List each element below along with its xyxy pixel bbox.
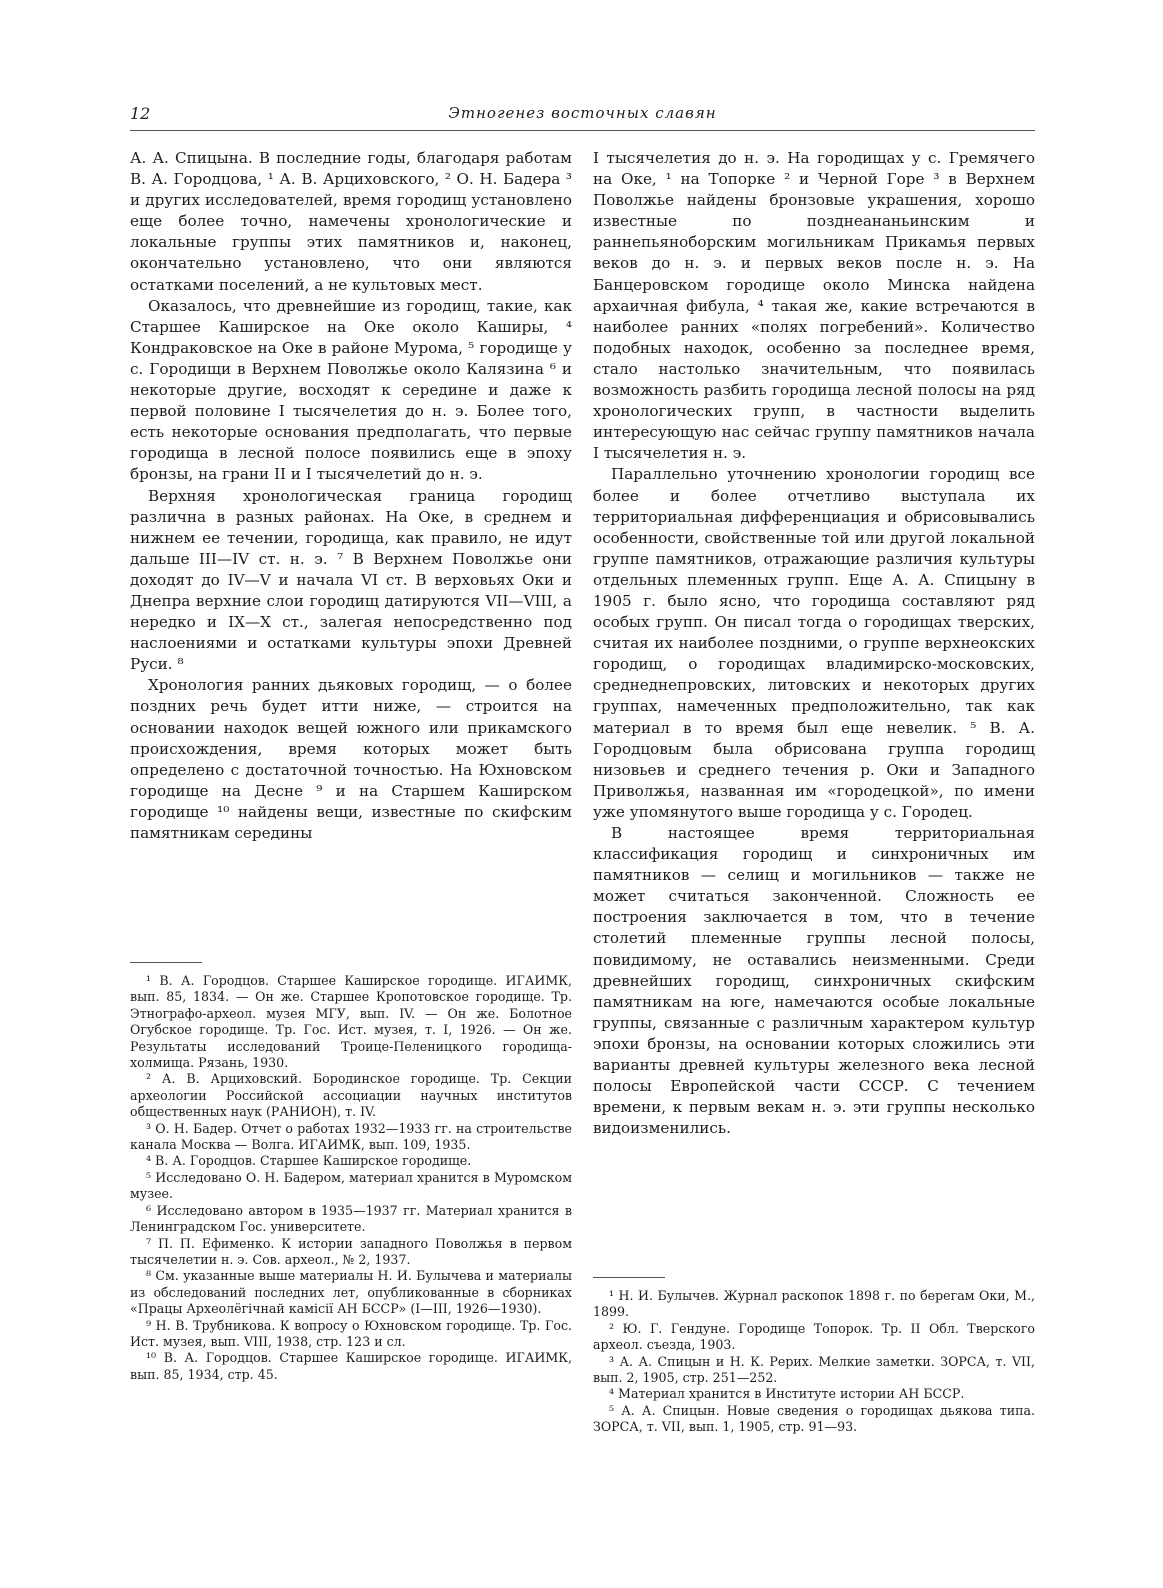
footnote: ² А. В. Арциховский. Бородинское городище. Тр. Секции археологии Российской ассоциации научных институтов общественных наук (РАНИОН), т. IV. [130,1071,572,1120]
body-paragraph: I тысячелетия до н. э. На городищах у с. Гремячего на Оке, ¹ на Топорке ² и Черной Горе ³ в Верхнем Поволжье найдены бронзовые украшения, хорошо известные по позднеананьинским и раннепьяноборским могильникам Прикамья первых веков до н. э. и первых веков после н. э. На Банцеровском городище около Минска найдена архаичная фибула, ⁴ такая же, какие встречаются в наиболее ранних «полях погребений». Количество подобных находок, особенно за последнее время, стало настолько значительным, что появилась возможность разбить городища лесной полосы на ряд хронологических групп, в частности выделить интересующую нас сейчас группу памятников начала I тысячелетия н. э. [593,149,1035,463]
footnote-rule [130,962,202,963]
body-paragraph: А. А. Спицына. В последние годы, благодаря работам В. А. Городцова, ¹ А. В. Арциховского, ² О. Н. Бадера ³ и других исследователей, время городищ установлено еще более точно, намечены хронологические и локальные группы этих памятников и, наконец, окончательно установлено, что они являются остатками поселений, а не культовых мест. [130,149,572,294]
body-paragraph: Хронология ранних дьяковых городищ, — о более поздних речь будет итти ниже, — строится на основании находок вещей южного или прикамского происхождения, время которых может быть определено с достаточной точностью. На Юхновском городище на Десне ⁹ и на Старшем Каширском городище ¹⁰ найдены вещи, известные по скифским памятникам середины [130,676,572,842]
footnote: ⁴ Материал хранится в Институте истории АН БССР. [609,1386,965,1402]
page-header [130,104,1035,131]
footnote: ⁵ А. А. Спицын. Новые сведения о городищах дьякова типа. ЗОРСА, т. VII, вып. 1, 1905, стр. 91—93. [593,1402,1035,1435]
body-paragraph: Оказалось, что древнейшие из городищ, такие, как Старшее Каширское на Оке около Каширы, ⁴ Кондраковское на Оке в районе Мурома, ⁵ городище у с. Городищи в Верхнем Поволжье около Калязина ⁶ и некоторые другие, восходят к середине и даже к первой половине I тысячелетия до н. э. Более того, есть некоторые основания предполагать, что первые городища в лесной полосе появились еще в эпоху бронзы, на грани II и I тысячелетий до н. э. [130,296,572,484]
footnote: ¹⁰ В. А. Городцов. Старшее Каширское городище. ИГАИМК, вып. 85, 1934, стр. 45. [130,1350,572,1382]
running-title: Этногенез восточных славян [448,104,717,122]
footnote: ² Ю. Г. Гендуне. Городище Топорок. Тр. II Обл. Тверского археол. съезда, 1903. [593,1320,1035,1353]
footnote: ⁴ В. А. Городцов. Старшее Каширское городище. [146,1153,472,1169]
page-number: 12 [130,104,151,123]
left-column [130,148,572,844]
footnotes-right [593,1277,1035,1436]
right-column [593,148,1035,1139]
footnote: ⁹ Н. В. Трубникова. К вопросу о Юхновском городище. Тр. Гос. Ист. музея, вып. VIII, 1938, стр. 123 и сл. [130,1317,572,1349]
footnote: ¹ Н. И. Булычев. Журнал раскопок 1898 г. по берегам Оки, М., 1899. [593,1288,1035,1320]
footnote: ⁵ Исследовано О. Н. Бадером, материал хранится в Муромском музее. [130,1169,572,1202]
body-paragraph: В настоящее время территориальная классификация городищ и синхроничных им памятников — селищ и могильников — также не может считаться законченной. Сложность ее построения заключается в том, что в течение столетий племенные группы лесной полосы, повидимому, не оставались неизменными. Среди древнейших городищ, синхроничных скифским памятникам на юге, намечаются особые локальные группы, связанные с различным характером культур эпохи бронзы, на основании которых сложились эти варианты древней культуры железного века лесной полосы Европейской части СССР. С течением времени, к первым векам н. э. эти группы несколько видоизменились. [593,824,1035,1138]
footnote: ³ А. А. Спицын и Н. К. Рерих. Мелкие заметки. ЗОРСА, т. VII, вып. 2, 1905, стр. 251—252. [593,1353,1035,1386]
footnote: ⁶ Исследовано автором в 1935—1937 гг. Материал хранится в Ленинградском Гос. университете. [130,1202,572,1235]
footnote: ³ О. Н. Бадер. Отчет о работах 1932—1933 гг. на строительстве канала Москва — Волга. ИГАИМК, вып. 109, 1935. [130,1120,572,1153]
footnotes-left [130,962,572,1383]
footnote: ⁷ П. П. Ефименко. К истории западного Поволжья в первом тысячелетии н. э. Сов. археол., № 2, 1937. [130,1235,572,1267]
body-paragraph: Параллельно уточнению хронологии городищ все более и более отчетливо выступала их территориальная дифференциация и обрисовывались особенности, свойственные той или другой локальной группе памятников, отражающие различия культуры отдельных племенных групп. Еще А. А. Спицыну в 1905 г. было ясно, что городища составляют ряд особых групп. Он писал тогда о городищах тверских, считая их наиболее поздними, о группе верхнеокских городищ, о городищах владимирско-московских, среднеднепровских, литовских и некоторых других группах, намеченных предположительно, так как материал в то время был еще невелик. ⁵ В. А. Городцовым была обрисована группа городищ низовьев и среднего течения р. Оки и Западного Приволжья, названная им «городецкой», по имени уже упомянутого выше городища у с. Городец. [593,465,1035,821]
body-paragraph: Верхняя хронологическая граница городищ различна в разных районах. На Оке, в среднем и нижнем ее течении, городища, как правило, не идут дальше III—IV ст. н. э. ⁷ В Верхнем Поволжье они доходят до IV—V и начала VI ст. В верховьях Оки и Днепра верхние слои городищ датируются VII—VIII, а нередко и IX—X ст., залегая непосредственно под наслоениями и остатками культуры эпохи Древней Руси. ⁸ [130,486,572,674]
footnote-rule [593,1277,665,1278]
footnote: ⁸ См. указанные выше материалы Н. И. Булычева и материалы из обследований последних лет, опубликованные в сборниках «Працы Археолёгічнай камісії АН БССР» (I—III, 1926—1930). [130,1268,572,1317]
footnote: ¹ В. А. Городцов. Старшее Каширское городище. ИГАИМК, вып. 85, 1834. — Он же. Старшее Кропотовское городище. Тр. Этнографо-археол. музея МГУ, вып. IV. — Он же. Болотное Огубское городище. Тр. Гос. Ист. музея, т. I, 1926. — Он же. Результаты исследований Троице-Пеленицкого городища-холмища. Рязань, 1930. [130,973,572,1071]
